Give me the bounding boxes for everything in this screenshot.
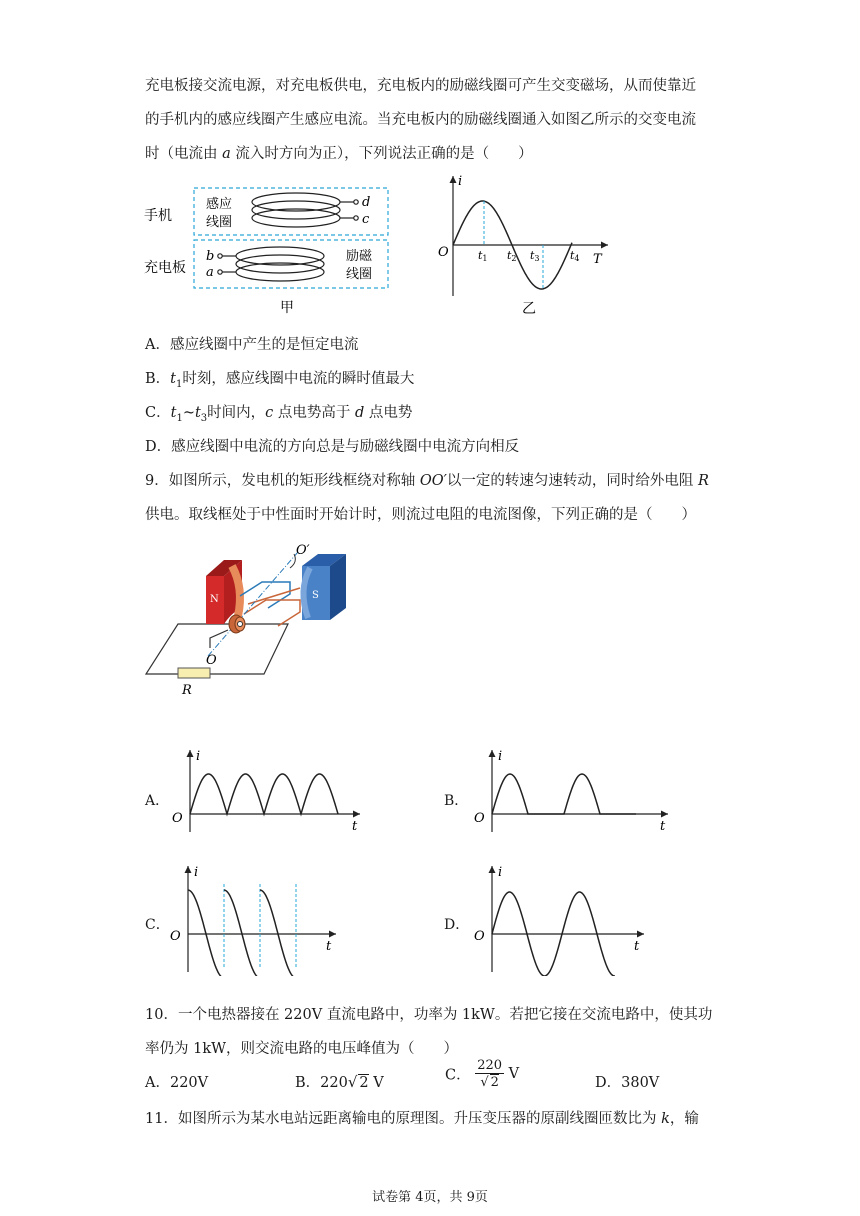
q9-graph-c xyxy=(168,860,343,976)
generator-figure xyxy=(140,538,360,698)
q9-option-a-label: A． xyxy=(145,793,170,809)
q9-graph-b xyxy=(470,744,675,836)
magnet-n-label: N xyxy=(210,594,219,605)
terminal-b: b xyxy=(206,249,215,264)
slip-rings xyxy=(229,615,245,633)
graph-d-origin: O xyxy=(474,929,485,944)
q9-option-b-label: B． xyxy=(444,793,469,809)
q10-option-b: B．220√ 2 V xyxy=(295,1073,384,1091)
q8-option-c: C．$t_1\sim t_3$时间内，c 点电势高于 d 点电势 xyxy=(145,405,413,424)
yi-origin: O xyxy=(438,245,449,260)
base-plate xyxy=(146,624,288,674)
graph-d-xlabel: t xyxy=(634,939,640,954)
page-footer: 试卷第 4页，共 9页 xyxy=(372,1190,488,1205)
coil-frame xyxy=(240,582,300,626)
graph-a-ylabel: i xyxy=(196,749,201,764)
q8-option-a: A．感应线圈中产生的是恒定电流 xyxy=(145,337,359,353)
graph-b-xlabel: t xyxy=(660,819,666,834)
figure-jia xyxy=(140,180,400,320)
q9-graph-d xyxy=(470,860,650,976)
q9-graph-a xyxy=(168,744,368,836)
graph-c-origin: O xyxy=(170,929,181,944)
q10-line-1: 10．一个电热器接在 220V 直流电路中，功率为 1kW。若把它接在交流电路中，使其功 xyxy=(145,1007,713,1023)
axis-o: O xyxy=(206,653,217,668)
intro-line-2: 的手机内的感应线圈产生感应电流。当充电板内的励磁线圈通入如图乙所示的交变电流 xyxy=(145,112,696,128)
yi-tick-t1: t1 xyxy=(478,249,488,263)
graph-b-origin: O xyxy=(474,811,485,826)
excitation-coil xyxy=(218,247,324,281)
caption-yi: 乙 xyxy=(522,301,536,317)
caption-jia: 甲 xyxy=(280,300,294,316)
axis-o-prime: O′ xyxy=(296,543,310,558)
graph-c-curve xyxy=(188,890,296,976)
graph-c-xlabel: t xyxy=(326,939,332,954)
yi-tick-t3: t3 xyxy=(530,249,540,263)
induction-coil xyxy=(252,193,358,227)
graph-d-ylabel: i xyxy=(498,865,503,880)
graph-b-ylabel: i xyxy=(498,749,503,764)
q9-line-1: 9．如图所示，发电机的矩形线框绕对称轴 OO′以一定的转速匀速转动，同时给外电阻 R xyxy=(145,473,709,489)
induct-coil-label-2: 线圈 xyxy=(206,215,233,230)
excite-coil-label-2: 线圈 xyxy=(346,267,373,282)
magnet-n xyxy=(206,560,242,624)
terminal-c: c xyxy=(362,212,370,227)
graph-a-curve xyxy=(190,774,338,814)
graph-a-origin: O xyxy=(172,811,183,826)
q8-option-d: D．感应线圈中电流的方向总是与励磁线圈中电流方向相反 xyxy=(145,439,520,455)
graph-b-curve xyxy=(492,774,636,814)
resistor-label: R xyxy=(182,683,192,698)
excite-coil-label-1: 励磁 xyxy=(346,249,373,264)
induct-coil-label-1: 感应 xyxy=(206,197,233,212)
q10-c-fraction: $\frac{220}{√ 2}$ xyxy=(477,1058,503,1090)
wire-left xyxy=(210,630,228,648)
q10-option-a: A．220V xyxy=(145,1075,209,1091)
resistor xyxy=(178,668,210,678)
magnet-s-label: S xyxy=(312,590,319,601)
intro-line-3: 时（电流由 a 流入时方向为正），下列说法正确的是（ ） xyxy=(145,146,533,162)
q10-line-2: 率仍为 1kW，则交流电路的电压峰值为（ ） xyxy=(145,1041,459,1057)
board-label: 充电板 xyxy=(144,260,186,276)
q10-option-c: C． $\frac{220}{√ 2}$ V xyxy=(445,1058,520,1090)
terminal-a: a xyxy=(206,265,214,280)
q10-option-d: D．380V xyxy=(595,1075,660,1091)
phone-label: 手机 xyxy=(144,208,172,224)
yi-xlabel: T xyxy=(593,252,602,267)
q9-option-c-label: C． xyxy=(145,917,170,933)
graph-a-xlabel: t xyxy=(352,819,358,834)
q11-line-1: 11．如图所示为某水电站远距离输电的原理图。升压变压器的原副线圈匝数比为 k，输 xyxy=(145,1111,699,1127)
yi-ylabel: i xyxy=(458,174,463,189)
yi-tick-t4: t4 xyxy=(570,249,580,263)
yi-tick-t2: t2 xyxy=(507,249,517,263)
magnet-s xyxy=(302,554,346,620)
q9-option-d-label: D． xyxy=(444,917,470,933)
q9-line-2: 供电。取线框处于中性面时开始计时，则流过电阻的电流图像，下列正确的是（ ） xyxy=(145,507,696,523)
terminal-d: d xyxy=(362,195,371,210)
graph-c-ylabel: i xyxy=(194,865,199,880)
intro-line-1: 充电板接交流电源，对充电板供电，充电板内的励磁线圈可产生交变磁场，从而使靠近 xyxy=(145,78,696,94)
q8-option-b: B．$t_1$时刻，感应线圈中电流的瞬时值最大 xyxy=(145,371,415,390)
figure-yi xyxy=(430,170,620,318)
